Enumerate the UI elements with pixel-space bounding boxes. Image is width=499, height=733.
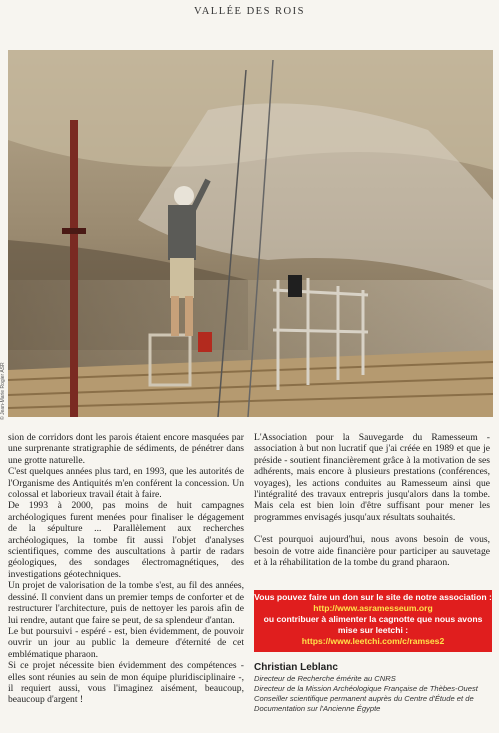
paragraph: L'Association pour la Sauvegarde du Ramesseum - association à but non lucratif que j'ai créée en 1989 et que je préside - soutient financièrement grâce à la motivation de ses adhérents, mais encore à plusieurs prestations (conférences, voyages), les actions conduites au Ramesseum ainsi que l'intégralité des travaux entrepris jusqu'alors dans la tombe. Mais cela est bien loin d'être suffisant pour mener les programmes envisagés jusqu'aux résultats souhaités. (254, 432, 490, 523)
signature (254, 661, 494, 714)
tomb-photo-illustration (8, 50, 493, 417)
leetchi-link[interactable]: https://www.leetchi.com/c/ramses2 (301, 636, 445, 646)
association-link[interactable]: http://www.asramesseum.org (313, 603, 433, 613)
paragraph: sion de corridors dont les parois étaient encore masquées par une surprenante stratigraphie de sédiments, de pénétrer dans une grotte naturelle. (8, 432, 244, 466)
donation-line-2: ou contribuer à alimenter la cagnotte que nous avons mise sur leetchi : (263, 614, 483, 635)
paragraph: De 1993 à 2000, pas moins de huit campagnes archéologiques furent menées pour finaliser le dégagement de la sépulture ... Parallèlement aux recherches archéologiques, la tombe fit aussi l'objet d'analyses scientifiques, comme des auscultations à partir de radars géologiques, des sondages électromagnétiques, des investigations géotechniques. (8, 500, 244, 580)
author-title: Conseiller scientifique permanent auprès du Centre d'Étude et de Documentation sur l'Ancienne Égypte (254, 694, 474, 713)
paragraph: C'est pourquoi aujourd'hui, nous avons besoin de vous, besoin de votre aide financière pour participer au sauvetage et à la réhabilitation de la tombe du grand pharaon. (254, 534, 490, 569)
author-name: Christian Leblanc (254, 662, 338, 673)
paragraph: C'est quelques années plus tard, en 1993, que les autorités de l'Organisme des Antiquités m'en conférent la concession. Un colossal et laborieux travail était à faire. (8, 466, 244, 501)
paragraph: Si ce projet nécessite bien évidemment des compétences - elles sont réunies au sein de mon équipe pluridisciplinaire -, il requiert aussi, vous l'imaginez aisément, beaucoup, beaucoup d'argent ! (8, 660, 244, 706)
donation-box (254, 590, 492, 652)
paragraph: Un projet de valorisation de la tombe s'est, au fil des années, dessiné. Il convient dans un premier temps de conforter et de restructurer l'architecture, puis de nettoyer les parois afin de lui rendre, autant que faire se peut, de sa splendeur d'antan. (8, 580, 244, 626)
photo-credit: © Jean-Marie Rogier ASR (0, 362, 6, 420)
left-column (8, 432, 244, 706)
author-title: Directeur de Recherche émérite au CNRS (254, 674, 396, 683)
tomb-photo (8, 50, 493, 417)
right-column (254, 432, 490, 568)
author-title: Directeur de la Mission Archéologique Française de Thèbes-Ouest (254, 684, 478, 693)
paragraph: Le but poursuivi - espéré - est, bien évidemment, de pouvoir ouvrir un jour au public la demeure d'éternité de cet emblématique pharaon. (8, 625, 244, 660)
donation-line-1: Vous pouvez faire un don sur le site de notre association : (254, 592, 492, 602)
page-header: VALLÉE DES ROIS (194, 6, 305, 17)
